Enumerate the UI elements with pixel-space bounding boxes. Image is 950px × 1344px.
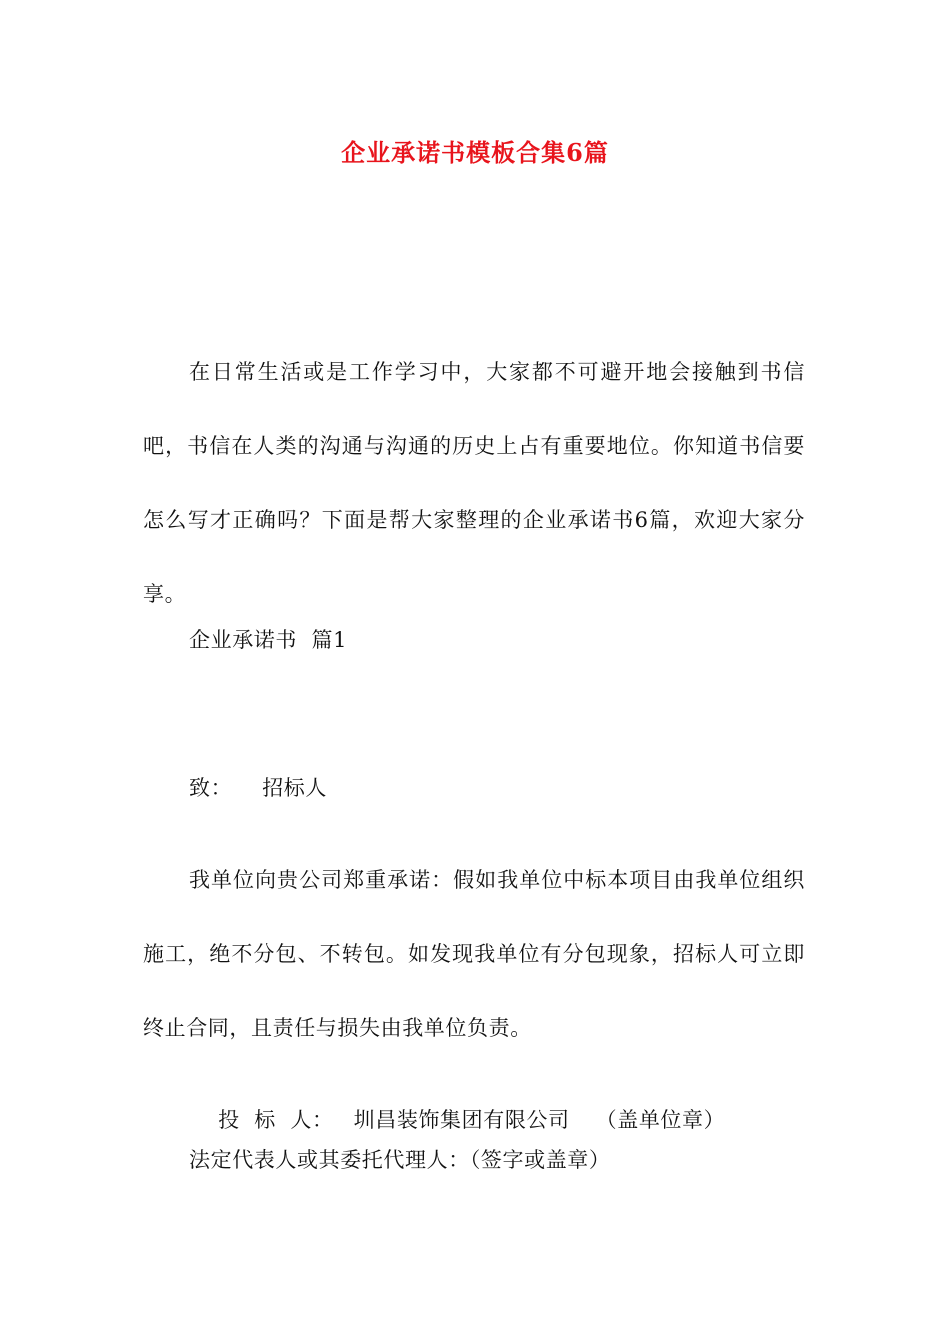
addressee-label: 致： [189, 776, 233, 800]
bidder-label: 投 标 人： [218, 1108, 334, 1132]
document-title: 企业承诺书模板合集6篇 [341, 138, 609, 167]
representative-note: （签字或盖章） [469, 1148, 611, 1172]
commitment-paragraph: 我单位向贵公司郑重承诺：假如我单位中标本项目由我单位组织施工，绝不分包、不转包。如发现我单位有分包现象，招标人可立即终止合同，且责任与损失由我单位负责。 [143, 868, 805, 1040]
bidder-name: 圳昌装饰集团有限公司 [353, 1108, 570, 1132]
intro-paragraph: 在日常生活或是工作学习中，大家都不可避开地会接触到书信吧，书信在人类的沟通与沟通的历史上占有重要地位。你知道书信要怎么写才正确吗？下面是帮大家整理的企业承诺书6篇，欢迎大家分享。 [143, 360, 805, 606]
addressee-value: 招标人 [262, 776, 328, 800]
bidder-seal-note: （盖单位章） [595, 1108, 726, 1132]
representative-line [189, 1143, 611, 1177]
representative-label: 法定代表人或其委托代理人： [189, 1148, 470, 1172]
addressee-line [189, 771, 327, 805]
section-heading: 企业承诺书 篇1 [189, 628, 348, 652]
